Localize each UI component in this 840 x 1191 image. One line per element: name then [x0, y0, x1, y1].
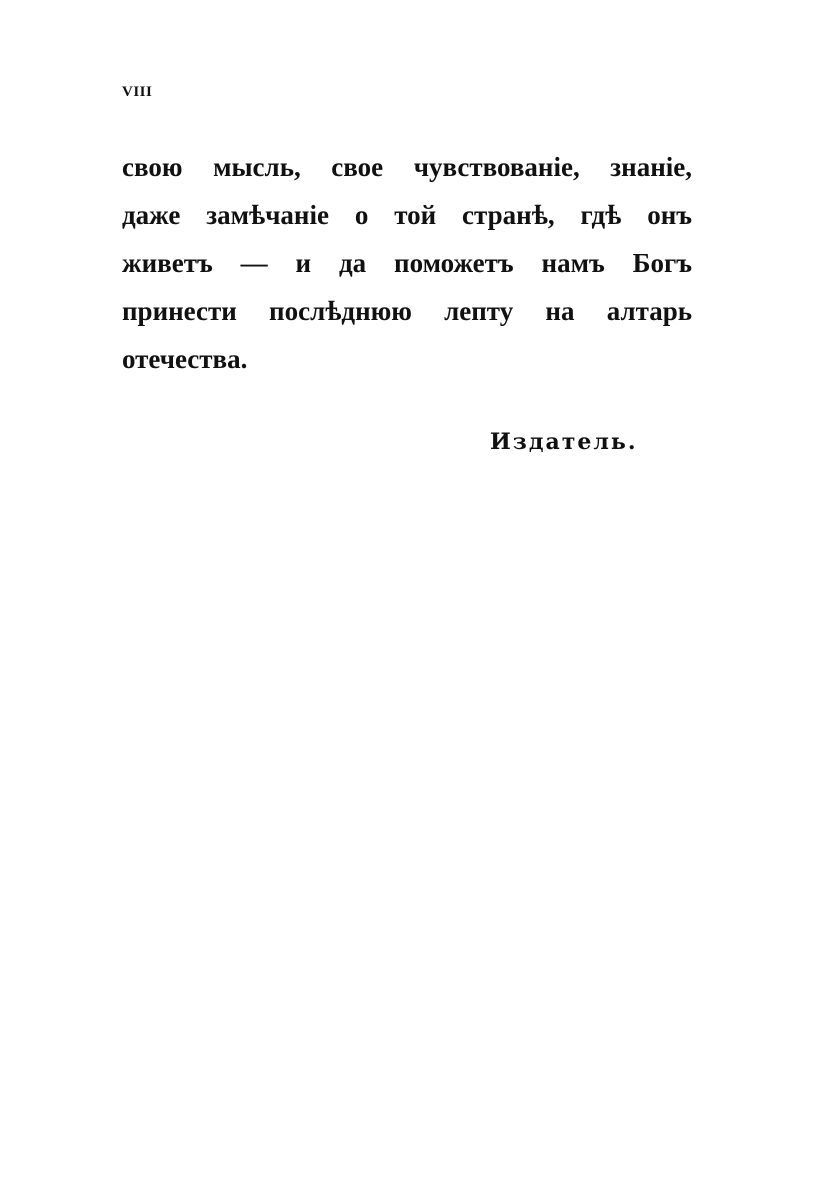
- body-text: [122, 143, 692, 383]
- text-line: отечества.: [122, 344, 248, 374]
- page-number: VIII: [122, 84, 153, 100]
- text-line: даже замѣчаніе о той странѣ, гдѣ онъ: [122, 200, 692, 230]
- text-line: живетъ — и да поможетъ намъ Богъ: [122, 248, 692, 278]
- signature: Издатель.: [490, 429, 638, 455]
- text-line: принести послѣднюю лепту на алтарь: [122, 296, 692, 326]
- text-line: свою мысль, свое чувствованіе, знаніе,: [122, 152, 692, 182]
